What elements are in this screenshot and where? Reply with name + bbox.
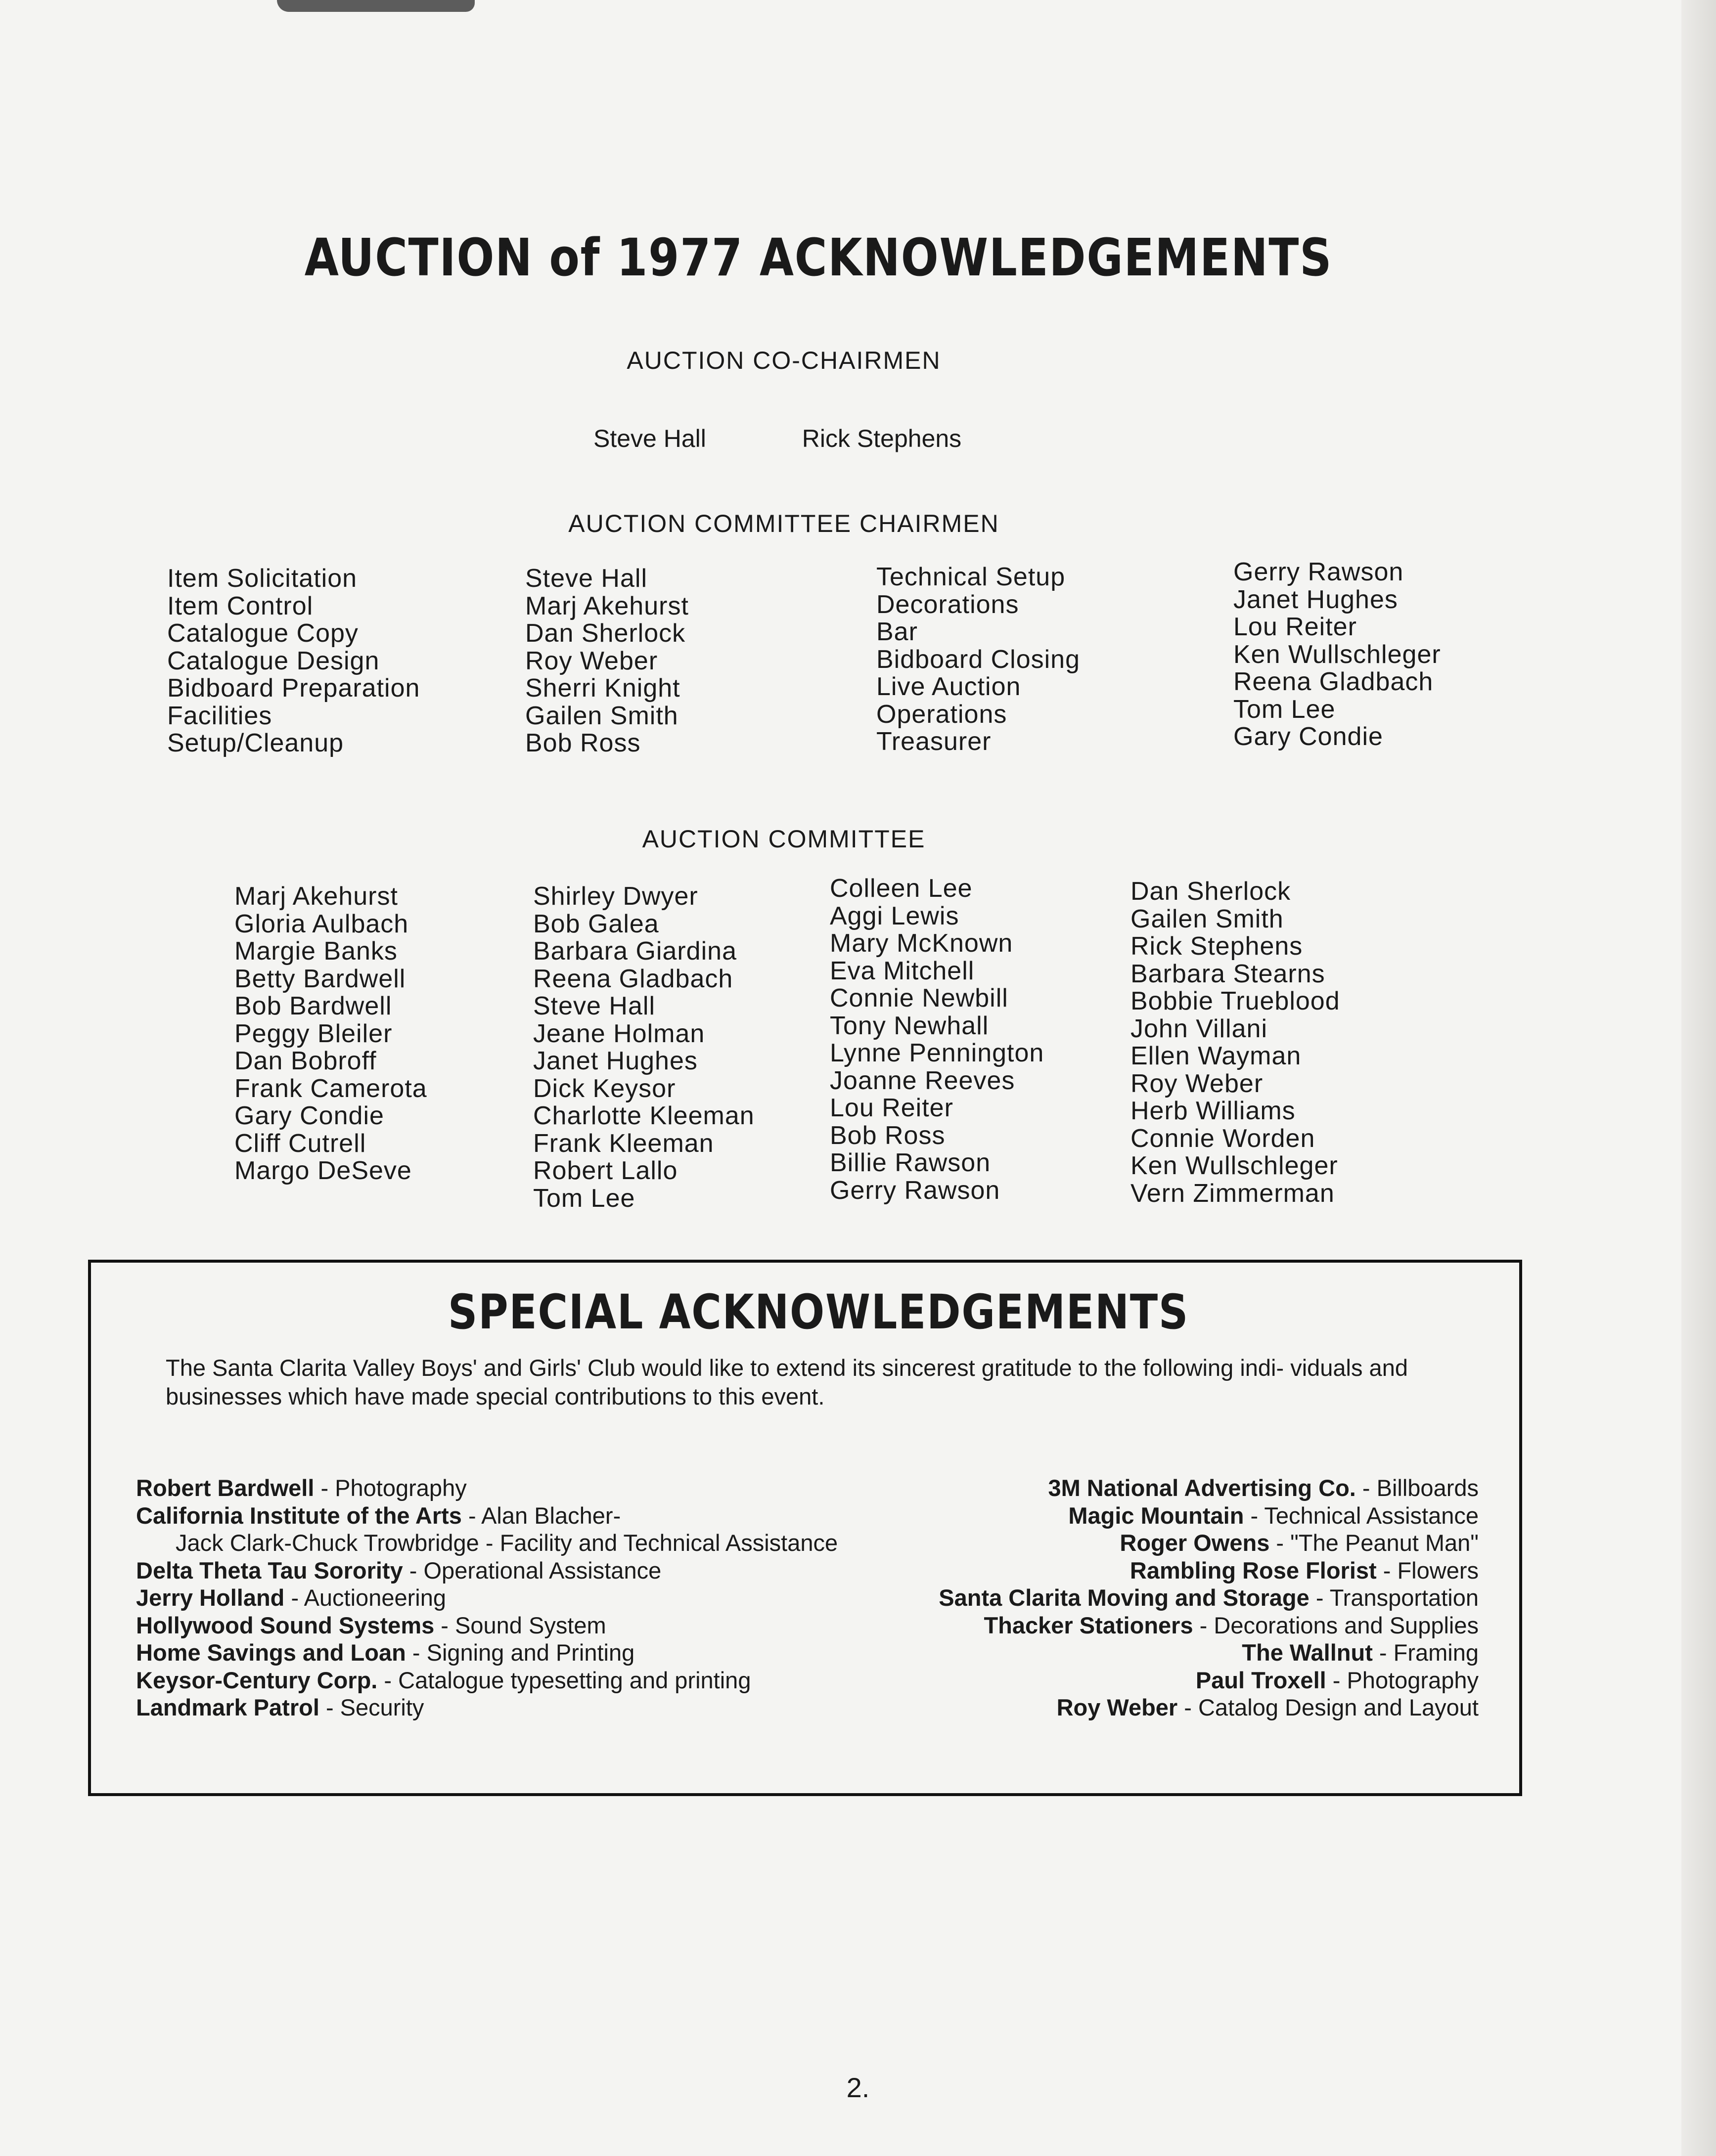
- acknowledged-party: Keysor-Century Corp.: [136, 1667, 378, 1693]
- acknowledgement-entry: [939, 1584, 1479, 1612]
- contribution: - Photography: [1326, 1667, 1479, 1693]
- acknowledged-party: Rambling Rose Florist: [1129, 1557, 1377, 1584]
- acknowledgement-entry: [939, 1694, 1479, 1721]
- committee-column-2: [533, 883, 755, 1212]
- chairman-name: Ken Wullschleger: [1233, 640, 1441, 669]
- committee-member: Margo DeSeve: [234, 1156, 412, 1185]
- committee-member: Connie Worden: [1130, 1124, 1315, 1153]
- chairmen-roles-column-2: [876, 564, 1080, 756]
- special-acknowledgements-heading: SPECIAL ACKNOWLEDGEMENTS: [448, 1284, 1189, 1340]
- chairman-role: Bidboard Closing: [876, 645, 1081, 674]
- contribution: - Billboards: [1355, 1475, 1479, 1501]
- acknowledgement-entry: [136, 1502, 838, 1530]
- acknowledged-party: Jerry Holland: [136, 1584, 285, 1611]
- contribution: Jack Clark-Chuck Trowbridge - Facility and Technical Assistance: [176, 1530, 838, 1556]
- acknowledged-party: Thacker Stationers: [984, 1612, 1193, 1638]
- chairman-name: Reena Gladbach: [1233, 667, 1434, 696]
- committee-member: John Villani: [1130, 1014, 1268, 1043]
- committee-member: Ken Wullschleger: [1130, 1151, 1338, 1180]
- committee-heading: AUCTION COMMITTEE: [642, 825, 926, 853]
- committee-member: Gerry Rawson: [830, 1176, 1000, 1205]
- committee-member: Bob Bardwell: [234, 992, 392, 1020]
- chairman-role: Treasurer: [876, 727, 992, 756]
- acknowledged-party: Delta Theta Tau Sorority: [136, 1557, 403, 1584]
- chairmen-roles-column-1: [167, 565, 420, 757]
- chairman-name: Steve Hall: [525, 564, 647, 593]
- chairman-name: Dan Sherlock: [525, 619, 686, 648]
- committee-member: Reena Gladbach: [533, 964, 733, 993]
- acknowledgement-entry: [136, 1474, 838, 1502]
- contribution: - Transportation: [1309, 1584, 1479, 1611]
- committee-member: Lynne Pennington: [830, 1039, 1044, 1067]
- committee-member: Billie Rawson: [830, 1148, 991, 1177]
- chairman-name: Gerry Rawson: [1233, 558, 1404, 586]
- acknowledgement-entry: [939, 1557, 1479, 1584]
- committee-member: Connie Newbill: [830, 984, 1008, 1012]
- chairman-name: Marj Akehurst: [525, 591, 689, 620]
- committee-member: Roy Weber: [1130, 1069, 1264, 1098]
- committee-member: Bob Galea: [533, 909, 659, 938]
- committee-member: Dan Sherlock: [1130, 877, 1291, 906]
- acknowledgement-entry: [939, 1502, 1479, 1530]
- chairman-name: Sherri Knight: [525, 674, 680, 703]
- contribution: - Auctioneering: [284, 1584, 446, 1611]
- page-title: AUCTION of 1977 ACKNOWLEDGEMENTS: [304, 227, 1333, 288]
- committee-member: Frank Camerota: [234, 1074, 427, 1103]
- contribution: - Alan Blacher-: [461, 1502, 621, 1529]
- committee-member: Bobbie Trueblood: [1130, 987, 1340, 1015]
- committee-chairmen-heading: AUCTION COMMITTEE CHAIRMEN: [568, 510, 999, 537]
- committee-member: Ellen Wayman: [1130, 1042, 1302, 1070]
- committee-member: Margie Banks: [234, 937, 398, 966]
- committee-member: Robert Lallo: [533, 1156, 678, 1185]
- acknowledged-party: Paul Troxell: [1195, 1667, 1326, 1693]
- committee-column-3: [830, 875, 1044, 1204]
- committee-member: Frank Kleeman: [533, 1129, 714, 1158]
- page-number: 2.: [846, 2072, 870, 2103]
- chairman-name: Lou Reiter: [1233, 613, 1357, 641]
- acknowledgement-entry: [939, 1529, 1479, 1557]
- contribution: - Signing and Printing: [406, 1639, 635, 1666]
- committee-member: Barbara Stearns: [1130, 959, 1325, 988]
- committee-column-4: [1130, 878, 1340, 1207]
- chairman-role: Item Solicitation: [167, 564, 358, 593]
- acknowledged-party: Santa Clarita Moving and Storage: [939, 1584, 1310, 1611]
- chairman-name: Janet Hughes: [1233, 585, 1398, 614]
- committee-member: Gloria Aulbach: [234, 909, 409, 938]
- contribution: - Technical Assistance: [1244, 1502, 1479, 1529]
- acknowledgement-entry: [939, 1612, 1479, 1639]
- acknowledged-party: California Institute of the Arts: [136, 1502, 462, 1529]
- committee-member: Jeane Holman: [533, 1019, 705, 1048]
- acknowledged-party: Landmark Patrol: [136, 1694, 319, 1720]
- torn-corner: [277, 0, 475, 12]
- committee-member: Barbara Giardina: [533, 937, 737, 966]
- chairman-name: Roy Weber: [525, 646, 658, 675]
- acknowledged-party: The Wallnut: [1242, 1639, 1373, 1666]
- contribution: - Decorations and Supplies: [1193, 1612, 1479, 1638]
- contribution: - Catalog Design and Layout: [1177, 1694, 1479, 1720]
- committee-member: Vern Zimmerman: [1130, 1179, 1335, 1208]
- chairman-role: Item Control: [167, 591, 314, 620]
- committee-member: Lou Reiter: [830, 1094, 953, 1122]
- committee-column-1: [234, 883, 427, 1185]
- acknowledged-party: Hollywood Sound Systems: [136, 1612, 435, 1638]
- co-chairmen-names: [593, 424, 1050, 453]
- committee-member: Betty Bardwell: [234, 964, 406, 993]
- chairman-name: Bob Ross: [525, 729, 641, 757]
- acknowledgement-list-right: [939, 1474, 1479, 1721]
- chairmen-names-column-2: [1233, 559, 1441, 751]
- committee-member: Tony Newhall: [830, 1011, 989, 1040]
- acknowledgement-entry: [136, 1612, 838, 1639]
- chairman-role: Live Auction: [876, 672, 1021, 701]
- contribution: - Flowers: [1376, 1557, 1479, 1584]
- chairman-role: Catalogue Copy: [167, 619, 359, 648]
- committee-member: Eva Mitchell: [830, 956, 975, 985]
- committee-member: Aggi Lewis: [830, 901, 959, 930]
- co-chairman-name: Steve Hall: [593, 425, 706, 452]
- acknowledged-party: Magic Mountain: [1068, 1502, 1244, 1529]
- contribution: - "The Peanut Man": [1269, 1530, 1479, 1556]
- acknowledgement-list-left: [136, 1474, 838, 1721]
- acknowledged-party: Home Savings and Loan: [136, 1639, 406, 1666]
- chairman-role: Bar: [876, 617, 918, 646]
- chairman-role: Facilities: [167, 701, 272, 730]
- committee-member: Marj Akehurst: [234, 882, 398, 911]
- co-chairmen-heading: AUCTION CO-CHAIRMEN: [627, 347, 941, 374]
- committee-member: Rick Stephens: [1130, 932, 1303, 961]
- chairman-name: Gary Condie: [1233, 722, 1383, 751]
- page-edge: [1681, 0, 1716, 2156]
- contribution: - Operational Assistance: [403, 1557, 662, 1584]
- committee-member: Shirley Dwyer: [533, 882, 698, 911]
- committee-member: Dan Bobroff: [234, 1047, 377, 1075]
- acknowledgement-entry: [136, 1667, 838, 1694]
- acknowledged-party: 3M National Advertising Co.: [1048, 1475, 1356, 1501]
- chairman-role: Technical Setup: [876, 563, 1066, 591]
- committee-member: Gary Condie: [234, 1101, 384, 1130]
- committee-member: Dick Keysor: [533, 1074, 676, 1103]
- chairman-role: Decorations: [876, 590, 1019, 619]
- special-intro-text: The Santa Clarita Valley Boys' and Girls' Club would like to extend its sincerest gratitude to the following indi- viduals and businesses which have made special contributions to this event.: [166, 1355, 1408, 1409]
- committee-member: Joanne Reeves: [830, 1066, 1015, 1095]
- committee-member: Mary McKnown: [830, 929, 1013, 958]
- acknowledgement-entry: [136, 1584, 838, 1612]
- chairman-role: Bidboard Preparation: [167, 674, 420, 703]
- acknowledgement-entry: [939, 1639, 1479, 1667]
- committee-member: Cliff Cutrell: [234, 1129, 366, 1158]
- acknowledgement-entry: [136, 1694, 838, 1721]
- committee-member: Peggy Bleiler: [234, 1019, 393, 1048]
- committee-member: Charlotte Kleeman: [533, 1101, 755, 1130]
- chairmen-names-column-1: [525, 565, 689, 757]
- acknowledgement-entry: [136, 1639, 838, 1667]
- chairman-role: Setup/Cleanup: [167, 729, 344, 757]
- committee-member: Herb Williams: [1130, 1097, 1296, 1125]
- chairman-name: Tom Lee: [1233, 695, 1336, 724]
- contribution: - Framing: [1372, 1639, 1479, 1666]
- chairman-name: Gailen Smith: [525, 701, 678, 730]
- committee-member: Steve Hall: [533, 992, 655, 1020]
- committee-member: Colleen Lee: [830, 874, 973, 903]
- committee-member: Gailen Smith: [1130, 904, 1284, 933]
- co-chairman-name: Rick Stephens: [802, 425, 962, 452]
- committee-member: Janet Hughes: [533, 1047, 698, 1075]
- acknowledgement-entry: [939, 1667, 1479, 1694]
- contribution: - Sound System: [434, 1612, 606, 1638]
- chairman-role: Operations: [876, 700, 1007, 729]
- acknowledged-party: Roger Owens: [1120, 1530, 1270, 1556]
- contribution: - Catalogue typesetting and printing: [377, 1667, 751, 1693]
- committee-member: Tom Lee: [533, 1184, 635, 1213]
- acknowledgement-entry: [136, 1529, 838, 1557]
- chairman-role: Catalogue Design: [167, 646, 380, 675]
- acknowledgement-entry: [939, 1474, 1479, 1502]
- committee-member: Bob Ross: [830, 1121, 946, 1150]
- acknowledgement-entry: [136, 1557, 838, 1584]
- contribution: - Security: [319, 1694, 424, 1720]
- acknowledged-party: Robert Bardwell: [136, 1475, 315, 1501]
- contribution: - Photography: [314, 1475, 467, 1501]
- acknowledged-party: Roy Weber: [1056, 1694, 1178, 1720]
